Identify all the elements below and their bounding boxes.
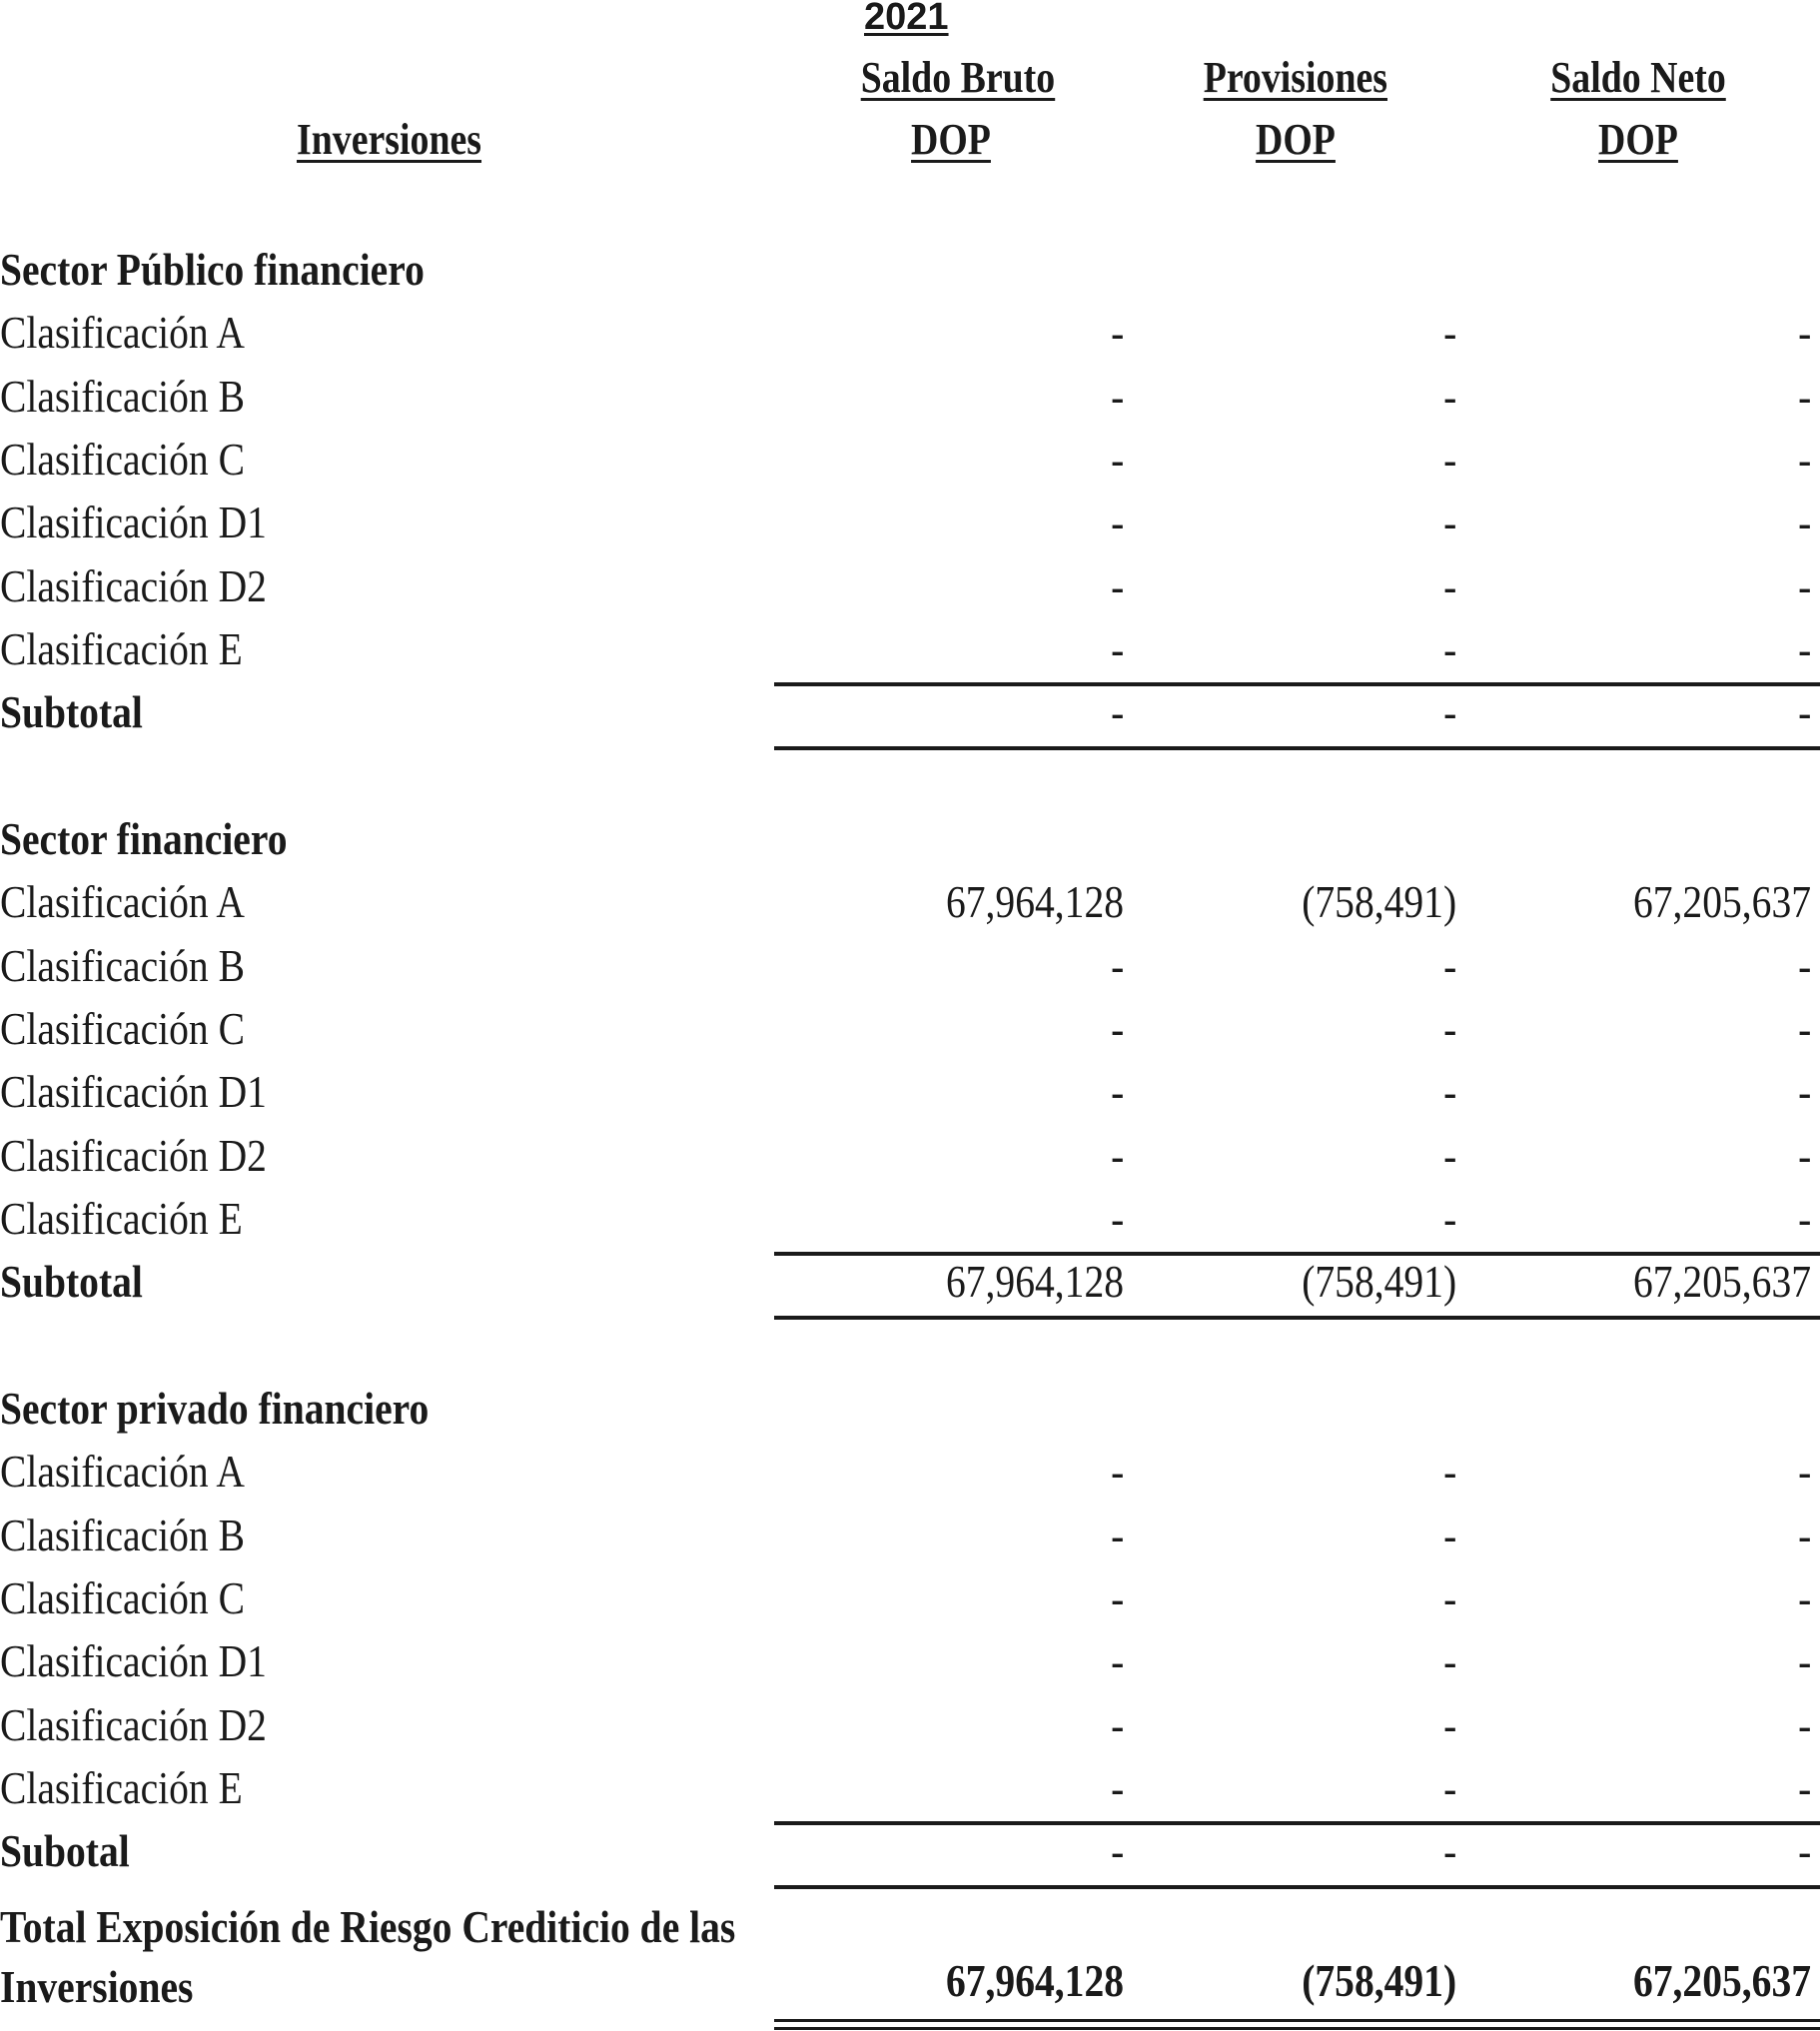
total-provisiones: (758,491) <box>1302 1955 1456 2006</box>
cell-saldo-bruto: - <box>1110 1571 1124 1623</box>
subtotal-saldo-neto: - <box>1797 686 1811 738</box>
section-title: Sector privado financiero <box>0 1383 430 1434</box>
subtotal-provisiones: (758,491) <box>1302 1256 1456 1308</box>
cell-saldo-neto: 67,205,637 <box>1632 876 1811 928</box>
cell-saldo-neto: - <box>1797 939 1811 991</box>
cell-provisiones: - <box>1442 1635 1456 1687</box>
total-saldo-bruto: 67,964,128 <box>945 1955 1124 2006</box>
row-label: Clasificación D1 <box>0 1066 267 1118</box>
subtotal-top-rule <box>774 1821 1820 1825</box>
cell-saldo-neto: - <box>1797 497 1811 548</box>
subtotal-saldo-bruto: - <box>1110 1825 1124 1877</box>
total-label-line2: Inversiones <box>0 1961 194 2012</box>
cell-provisiones: - <box>1442 1066 1456 1118</box>
column-header-saldo-neto: Saldo Neto <box>1550 53 1726 102</box>
cell-saldo-bruto: - <box>1110 1446 1124 1498</box>
cell-saldo-bruto: - <box>1110 1002 1124 1054</box>
subtotal-saldo-bruto: 67,964,128 <box>945 1256 1124 1308</box>
cell-provisiones: - <box>1442 622 1456 674</box>
cell-provisiones: - <box>1442 497 1456 548</box>
cell-saldo-bruto: - <box>1110 433 1124 485</box>
column-header-saldo-bruto: Saldo Bruto <box>860 53 1056 102</box>
total-double-rule <box>774 2019 1820 2030</box>
cell-provisiones: (758,491) <box>1302 876 1456 928</box>
cell-saldo-bruto: - <box>1110 1129 1124 1181</box>
cell-saldo-bruto: - <box>1110 559 1124 611</box>
cell-saldo-bruto: - <box>1110 1192 1124 1244</box>
row-label: Clasificación A <box>0 876 245 928</box>
cell-saldo-neto: - <box>1797 307 1811 359</box>
row-label: Clasificación E <box>0 1192 243 1244</box>
row-label: Clasificación D1 <box>0 497 267 548</box>
year-heading: 2021 <box>864 0 949 38</box>
unit-saldo-bruto: DOP <box>911 115 991 164</box>
cell-saldo-neto: - <box>1797 433 1811 485</box>
row-label: Clasificación D2 <box>0 1129 267 1181</box>
subtotal-provisiones: - <box>1442 686 1456 738</box>
cell-saldo-neto: - <box>1797 1129 1811 1181</box>
cell-provisiones: - <box>1442 307 1456 359</box>
cell-provisiones: - <box>1442 370 1456 422</box>
cell-saldo-neto: - <box>1797 559 1811 611</box>
cell-saldo-bruto: - <box>1110 939 1124 991</box>
cell-provisiones: - <box>1442 1698 1456 1750</box>
cell-saldo-neto: - <box>1797 1698 1811 1750</box>
row-label: Clasificación B <box>0 1509 245 1560</box>
unit-provisiones: DOP <box>1256 115 1336 164</box>
row-label: Clasificación B <box>0 370 245 422</box>
cell-saldo-bruto: - <box>1110 1066 1124 1118</box>
cell-provisiones: - <box>1442 1192 1456 1244</box>
row-label: Clasificación A <box>0 1446 245 1498</box>
cell-saldo-bruto: - <box>1110 1509 1124 1560</box>
row-label: Clasificación C <box>0 1002 245 1054</box>
subtotal-saldo-neto: 67,205,637 <box>1632 1256 1811 1308</box>
subtotal-label: Subotal <box>0 1825 130 1877</box>
cell-saldo-bruto: - <box>1110 622 1124 674</box>
cell-provisiones: - <box>1442 559 1456 611</box>
cell-saldo-neto: - <box>1797 1571 1811 1623</box>
subtotal-bottom-rule <box>774 1885 1820 1889</box>
cell-provisiones: - <box>1442 1002 1456 1054</box>
cell-saldo-neto: - <box>1797 1761 1811 1813</box>
cell-saldo-bruto: - <box>1110 497 1124 548</box>
unit-saldo-neto: DOP <box>1598 115 1678 164</box>
subtotal-bottom-rule <box>774 746 1820 750</box>
cell-provisiones: - <box>1442 1509 1456 1560</box>
cell-saldo-bruto: 67,964,128 <box>945 876 1124 928</box>
cell-saldo-neto: - <box>1797 1509 1811 1560</box>
total-label-line1: Total Exposición de Riesgo Crediticio de las <box>0 1901 736 1952</box>
cell-provisiones: - <box>1442 433 1456 485</box>
cell-saldo-neto: - <box>1797 1066 1811 1118</box>
subtotal-label: Subtotal <box>0 1256 143 1308</box>
cell-saldo-bruto: - <box>1110 307 1124 359</box>
cell-saldo-bruto: - <box>1110 1635 1124 1687</box>
cell-saldo-bruto: - <box>1110 1761 1124 1813</box>
cell-saldo-neto: - <box>1797 1446 1811 1498</box>
row-label: Clasificación D2 <box>0 559 267 611</box>
cell-provisiones: - <box>1442 1571 1456 1623</box>
cell-saldo-neto: - <box>1797 1635 1811 1687</box>
row-label: Clasificación D1 <box>0 1635 267 1687</box>
cell-provisiones: - <box>1442 1129 1456 1181</box>
row-label: Clasificación C <box>0 433 245 485</box>
row-label: Clasificación B <box>0 939 245 991</box>
subtotal-bottom-rule <box>774 1316 1820 1320</box>
inversiones-column-label: Inversiones <box>297 115 482 164</box>
cell-saldo-bruto: - <box>1110 370 1124 422</box>
row-label: Clasificación E <box>0 622 243 674</box>
subtotal-saldo-bruto: - <box>1110 686 1124 738</box>
cell-saldo-bruto: - <box>1110 1698 1124 1750</box>
cell-provisiones: - <box>1442 939 1456 991</box>
subtotal-saldo-neto: - <box>1797 1825 1811 1877</box>
cell-saldo-neto: - <box>1797 370 1811 422</box>
subtotal-label: Subtotal <box>0 686 143 738</box>
subtotal-top-rule <box>774 682 1820 686</box>
cell-saldo-neto: - <box>1797 1192 1811 1244</box>
total-saldo-neto: 67,205,637 <box>1632 1955 1811 2006</box>
row-label: Clasificación E <box>0 1761 243 1813</box>
row-label: Clasificación D2 <box>0 1698 267 1750</box>
cell-provisiones: - <box>1442 1446 1456 1498</box>
section-title: Sector Público financiero <box>0 244 425 295</box>
section-title: Sector financiero <box>0 813 288 864</box>
row-label: Clasificación C <box>0 1571 245 1623</box>
cell-saldo-neto: - <box>1797 1002 1811 1054</box>
cell-provisiones: - <box>1442 1761 1456 1813</box>
cell-saldo-neto: - <box>1797 622 1811 674</box>
column-header-provisiones: Provisiones <box>1203 53 1388 102</box>
row-label: Clasificación A <box>0 307 245 359</box>
subtotal-provisiones: - <box>1442 1825 1456 1877</box>
